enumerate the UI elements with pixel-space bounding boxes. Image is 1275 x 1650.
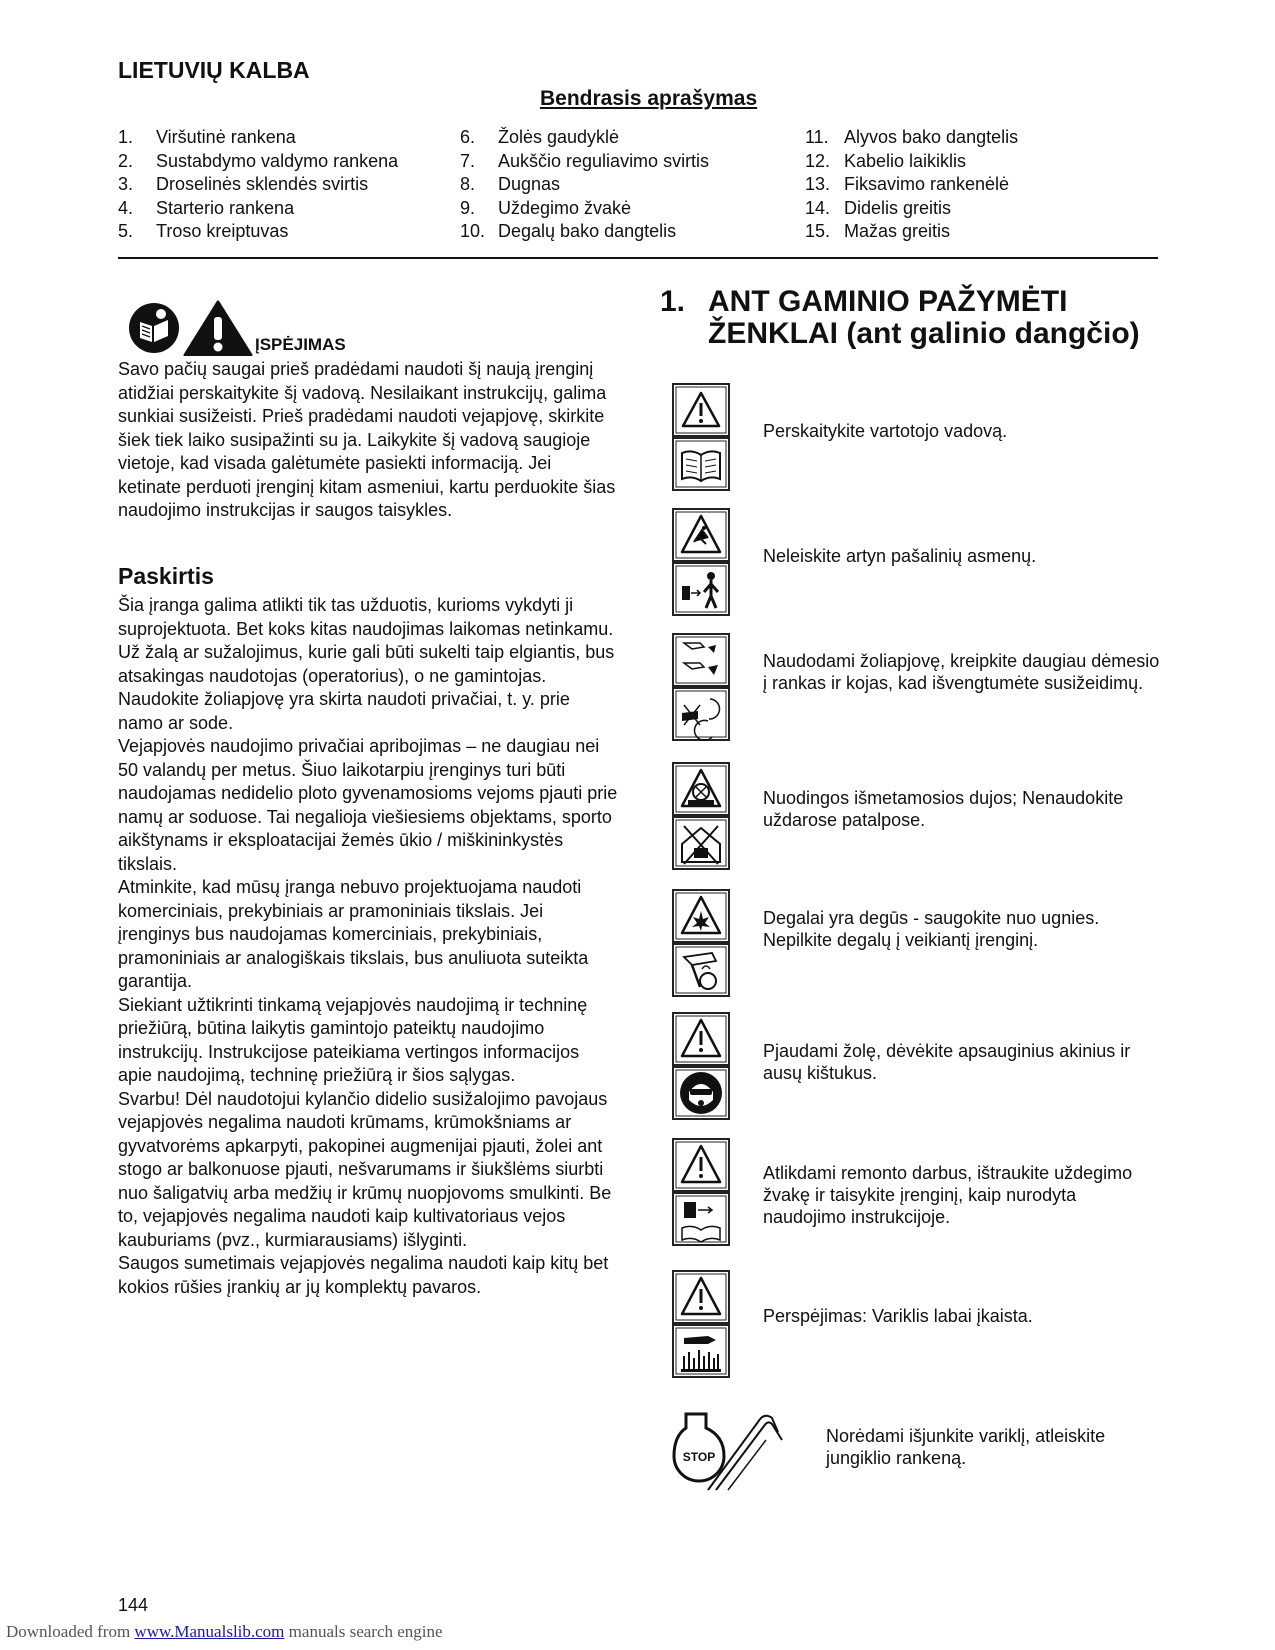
- list-item: 2. Sustabdymo valdymo rankena: [118, 150, 399, 171]
- general-description-title: Bendrasis aprašymas: [540, 87, 758, 110]
- toxic-fumes-icon: [672, 762, 730, 870]
- manualslib-link[interactable]: www.Manualslib.com: [134, 1622, 285, 1641]
- language-heading: LIETUVIŲ KALBA: [118, 57, 310, 83]
- paragraph: Svarbu! Dėl naudotojui kylančio didelio susižalojimo pavojaus vejapjovės negalima naudoti krūmams, krūmokšniams ar gyvatvorėms apkarpyti, pakopinei augmenijai pjauti, žolei ant stogo ar balkonuose pjauti, nešvarumams ir šiukšlėms siurbti nuo šaligatvių arba medžių ir krūmų nuopjovoms smulkinti. Be to, vejapjovės negalima naudoti kaip kultivatoriaus vejos kauburiams (pvz., kurmiarausiams) išlyginti.: [118, 1088, 612, 1250]
- paragraph: Siekiant užtikrinti tinkamą vejapjovės naudojimą ir techninę priežiūrą, būtina laikytis gamintojo pateiktų naudojimo instrukcijų. Instrukcijose pateikiama vertingos informacijos apie naudojimą, techninę priežiūrą ir šios sąlygas.: [118, 994, 588, 1085]
- list-item: 7. Aukščio reguliavimo svirtis: [460, 150, 710, 171]
- list-item: 13. Fiksavimo rankenėlė: [805, 174, 1010, 194]
- section-number: 1.: [660, 285, 686, 318]
- list-item: 3. Droselinės sklendės svirtis: [118, 174, 369, 194]
- stop-sign-label: STOP: [682, 1450, 716, 1464]
- hot-surface-icon: [672, 1270, 730, 1378]
- warning-text: Savo pačių saugai prieš pradėdami naudoti šį naują įrenginį atidžiai perskaitykite šį vadovą. Nesilaikant instrukcijų, galima sunkiai susižeisti. Prieš pradėdami naudoti vejapjovę, skirkite šiek tiek laiko susipažinti su ja. Laikykite šį vadovą saugioje vietoje, kad visada galėtumėte pasiekti informaciją. Jei ketinate perduoti įrenginį kitam asmeniui, kartu perduokite šias naudojimo instrukcijas ir saugos taisykles.: [118, 359, 616, 520]
- spark-plug-maintenance-icon: [672, 1138, 730, 1246]
- section-title-line-2: ŽENKLAI (ant galinio dangčio): [708, 317, 1140, 350]
- read-manual-icon: [129, 303, 179, 353]
- symbol-text: Pjaudami žolę, dėvėkite apsauginius akinius ir ausų kištukus.: [763, 1041, 1131, 1083]
- parts-list-column-1: [118, 126, 398, 244]
- list-item: 10. Degalų bako dangtelis: [460, 221, 677, 241]
- symbol-text: Perskaitykite vartotojo vadovą.: [763, 421, 1008, 441]
- purpose-body: [118, 594, 618, 1299]
- list-item: 5. Troso kreiptuvas: [118, 221, 289, 241]
- list-item: 1. Viršutinė rankena: [118, 127, 296, 147]
- paragraph: Saugos sumetimais vejapjovės negalima naudoti kaip kitų bet kokios rūšies įrankių ar jų komplektų pavaros.: [118, 1253, 609, 1297]
- warning-triangle-icon: [185, 302, 251, 355]
- symbol-text: Naudodami žoliapjovę, kreipkite daugiau dėmesio į rankas ir kojas, kad išvengtumėte susižeidimų.: [763, 651, 1160, 693]
- purpose-heading: Paskirtis: [118, 563, 214, 589]
- list-item: 9. Uždegimo žvakė: [460, 197, 632, 218]
- symbol-text: Nuodingos išmetamosios dujos; Nenaudokite uždarose patalpose.: [763, 788, 1124, 830]
- list-item: 14. Didelis greitis: [805, 197, 952, 218]
- stop-sign-icon: [674, 1414, 724, 1481]
- section-title-line-1: ANT GAMINIO PAŽYMĖTI: [708, 285, 1068, 318]
- keep-bystanders-away-icon: [672, 508, 730, 616]
- read-manual-icon: [672, 383, 730, 491]
- hand-foot-blade-icon: [672, 633, 730, 741]
- eye-ear-protection-icon: [672, 1012, 730, 1120]
- list-item: 4. Starterio rankena: [118, 197, 295, 218]
- symbol-text: Atlikdami remonto darbus, ištraukite uždegimo žvakę ir taisykite įrenginį, kaip nurodyta naudojimo instrukcijoje.: [763, 1163, 1133, 1227]
- download-footer: Downloaded from www.Manualslib.com manuals search engine: [6, 1622, 443, 1641]
- section-divider: [118, 257, 1158, 259]
- symbol-text: Neleiskite artyn pašalinių asmenų.: [763, 546, 1037, 566]
- list-item: 12. Kabelio laikiklis: [805, 150, 967, 171]
- page-number: 144: [118, 1595, 149, 1615]
- paragraph: Naudokite žoliapjovę yra skirta naudoti privačiai, t. y. prie namo ar sode.: [118, 689, 570, 733]
- list-item: 6. Žolės gaudyklė: [460, 127, 620, 147]
- flammable-fuel-icon: [672, 889, 730, 997]
- paragraph: Vejapjovės naudojimo privačiai apribojimas – ne daugiau nei 50 valandų per metus. Šiuo laikotarpiu įrenginys turi būti naudojamas nedidelio ploto gyvenamosioms vejoms pjauti prie namų ar soduose. Tai negalioja viešiesiems objektams, sporto aikštynams ir eksploatacijai žemės ūkio / miškininkystės tikslais.: [118, 736, 618, 874]
- stop-handle-illustration: [668, 1410, 788, 1492]
- warning-label: ĮSPĖJIMAS: [255, 335, 346, 354]
- parts-list-column-2: [460, 126, 709, 244]
- symbol-text: Perspėjimas: Variklis labai įkaista.: [763, 1306, 1033, 1326]
- parts-list-column-3: [805, 126, 1018, 244]
- list-item: 11. Alyvos bako dangtelis: [805, 127, 1019, 147]
- paragraph: Atminkite, kad mūsų įranga nebuvo projektuojama naudoti komerciniais, prekybiniais ar pramoniniais tikslais. Jei įrenginys bus naudojamas komerciniais, prekybiniais, pramoniniais ar analogiškais tikslais, bus anuliuota suteikta garantija.: [118, 877, 589, 991]
- stop-text: Norėdami išjunkite variklį, atleiskite jungiklio rankeną.: [826, 1426, 1106, 1468]
- list-item: 15. Mažas greitis: [805, 221, 951, 241]
- warning-icons: [128, 300, 253, 356]
- paragraph: Šia įranga galima atlikti tik tas užduotis, kurioms vykdyti ji suprojektuota. Bet koks kitas naudojimas laikomas netinkamu. Už žalą ar sužalojimus, kurie gali būti sukelti taip elgiantis, bus atsakingas naudotojas (operatorius), o ne gamintojas.: [118, 595, 615, 686]
- symbol-text: Degalai yra degūs - saugokite nuo ugnies. Nepilkite degalų į veikiantį įrenginį.: [763, 908, 1100, 950]
- list-item: 8. Dugnas: [460, 174, 561, 194]
